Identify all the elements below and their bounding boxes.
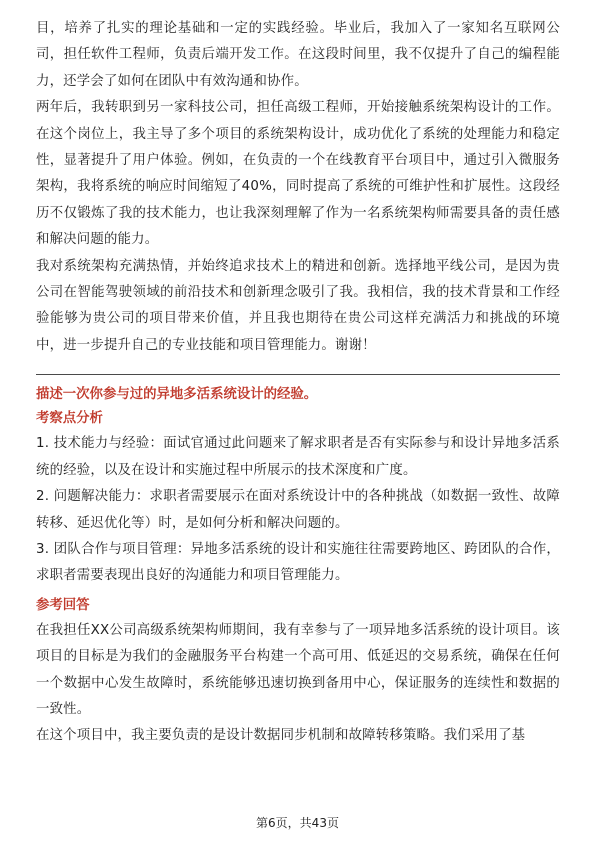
- intro-paragraph: 目，培养了扎实的理论基础和一定的实践经验。毕业后，我加入了一家知名互联网公司，担任软件工程师，负责后端开发工作。在这段时间里，我不仅提升了自己的编程能力，还学会了如何在团队中有效沟通和协作。: [36, 21, 560, 89]
- analysis-heading: 考察点分析: [36, 411, 103, 427]
- analysis-item: 1. 技术能力与经验：面试官通过此问题来了解求职者是否有实际参与和设计异地多活系统的经验，以及在设计和实施过程中所展示的技术深度和广度。: [36, 436, 560, 478]
- analysis-item: 3. 团队合作与项目管理：异地多活系统的设计和实施往往需要跨地区、跨团队的合作，求职者需要表现出良好的沟通能力和项目管理能力。: [36, 541, 560, 584]
- answer-heading: 参考回答: [36, 597, 90, 613]
- interview-question: 描述一次你参与过的异地多活系统设计的经验。: [36, 387, 318, 403]
- section-divider: [36, 374, 560, 375]
- document-page: [36, 16, 560, 750]
- page-footer: 第6页，共43页: [256, 816, 339, 830]
- intro-paragraph: 两年后，我转职到另一家科技公司，担任高级工程师，开始接触系统架构设计的工作。在这个岗位上，我主导了多个项目的系统架构设计，成功优化了系统的处理能力和稳定性，显著提升了用户体验。例如，在负责的一个在线教育平台项目中，通过引入微服务架构，我将系统的响应时间缩短了40%，同时提高了系统的可维护性和扩展性。这段经历不仅锻炼了我的技术能力，也让我深刻理解了作为一名系统架构师需要具备的责任感和解决问题的能力。: [36, 100, 560, 248]
- answer-paragraph: 在这个项目中，我主要负责的是设计数据同步机制和故障转移策略。我们采用了基: [36, 728, 526, 744]
- analysis-item: 2. 问题解决能力：求职者需要展示在面对系统设计中的各种挑战（如数据一致性、故障转移、延迟优化等）时，是如何分析和解决问题的。: [36, 489, 560, 531]
- intro-paragraph: 我对系统架构充满热情，并始终追求技术上的精进和创新。选择地平线公司，是因为贵公司在智能驾驶领域的前沿技术和创新理念吸引了我。我相信，我的技术背景和工作经验能够为贵公司的项目带来价值，并且我也期待在贵公司这样充满活力和挑战的环境中，进一步提升自己的专业技能和项目管理能力。谢谢！: [36, 258, 560, 353]
- answer-paragraph: 在我担任XX公司高级系统架构师期间，我有幸参与了一项异地多活系统的设计项目。该项目的目标是为我们的金融服务平台构建一个高可用、低延迟的交易系统，确保在任何一个数据中心发生故障时，系统能够迅速切换到备用中心，保证服务的连续性和数据的一致性。: [36, 622, 560, 717]
